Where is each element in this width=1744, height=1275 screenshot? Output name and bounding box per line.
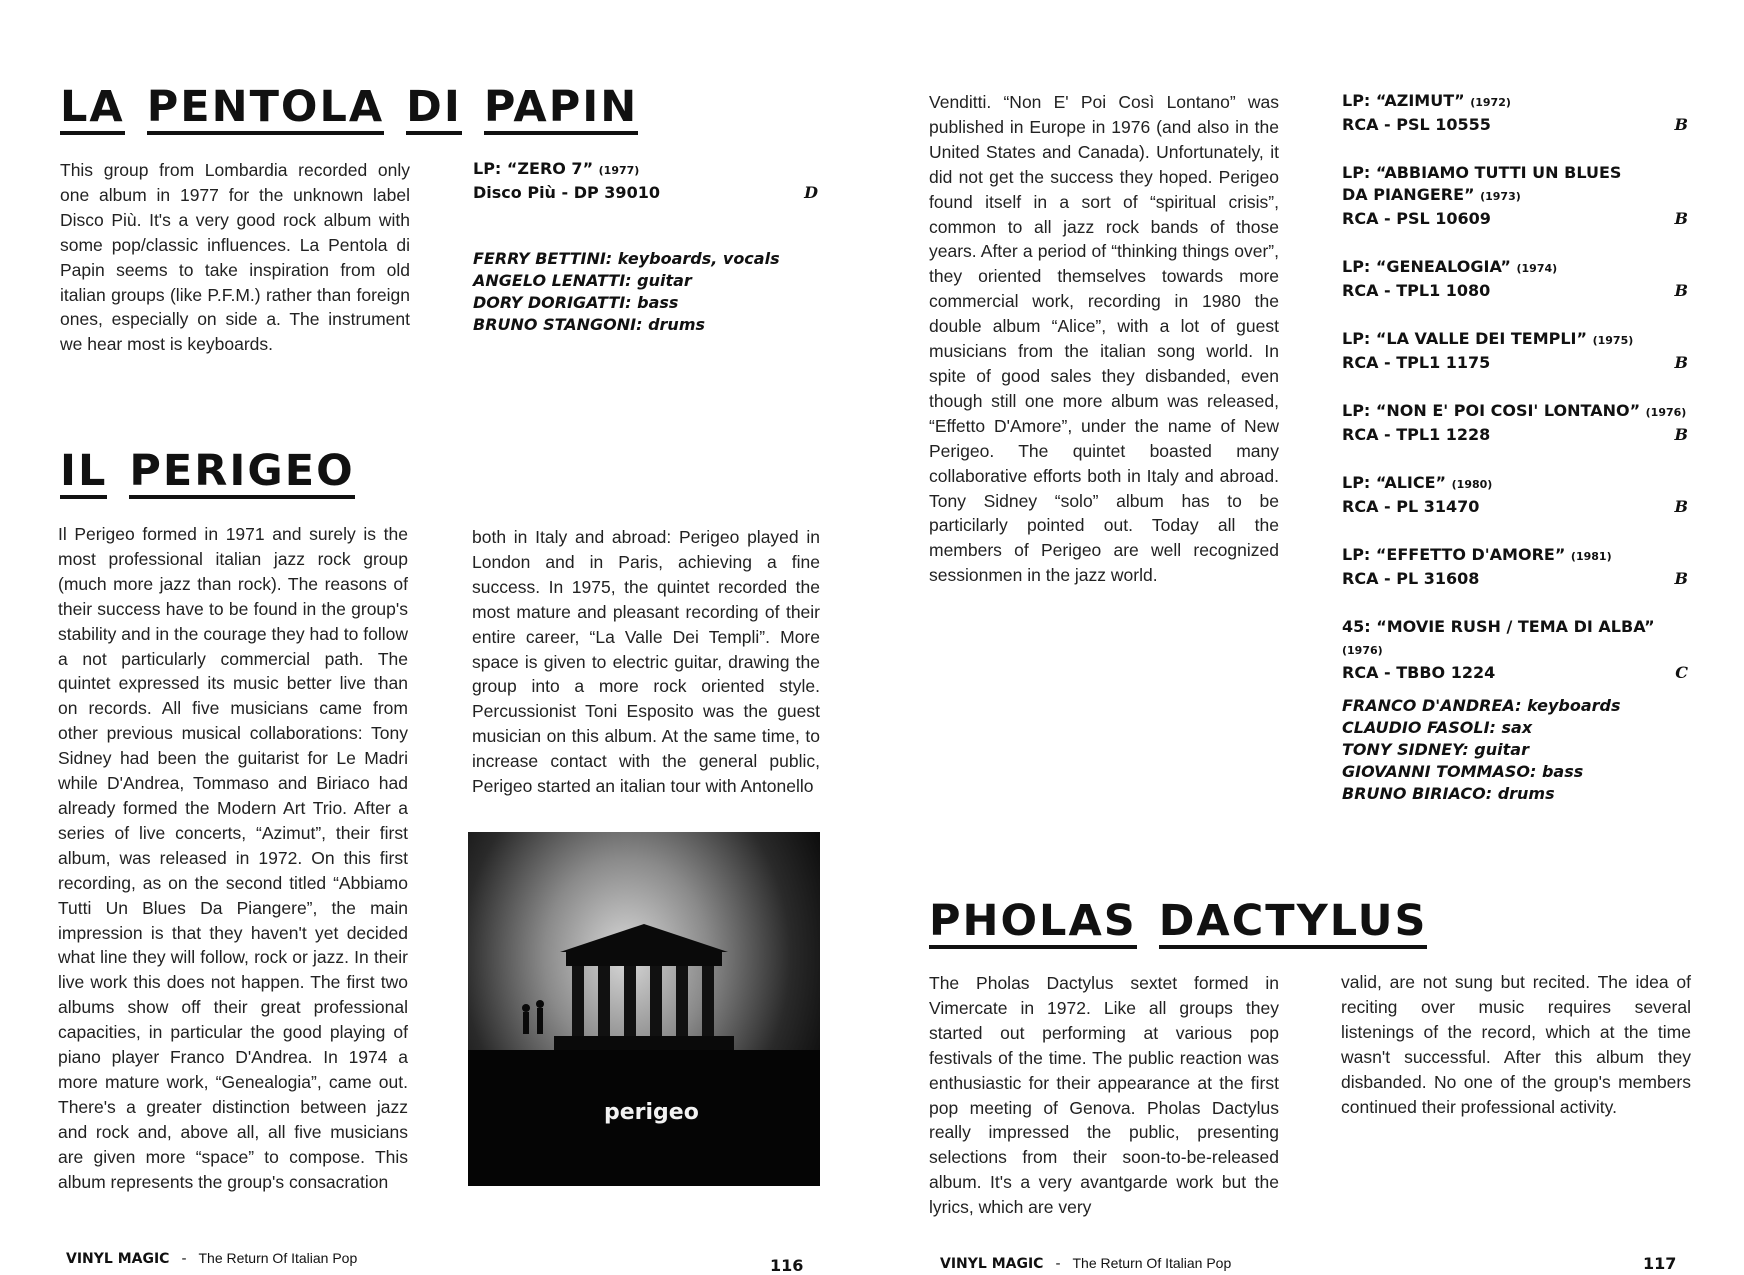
page-number: 116 [770, 1256, 804, 1275]
magazine-subtitle: The Return Of Italian Pop [198, 1250, 358, 1266]
perigeo-album-cover [468, 832, 820, 1186]
disc-year: (1975) [1592, 334, 1634, 347]
disc-entry [1342, 544, 1688, 590]
pholas-body-col1: The Pholas Dactylus sextet formed in Vimercate in 1972. Like all groups they started out performing at various pop festivals of the time. The public reaction was enthusiastic for their appearance at the first pop meeting of Genova. Pholas Dactylus really impressed the public, presenting selections from their soon-to-be-released album. It's a very avantgarde work but the lyrics, which are very [929, 973, 1279, 1218]
member-line: ANGELO LENATTI: guitar [473, 271, 692, 290]
disc-catalog: RCA - TPL1 1228 [1342, 425, 1491, 444]
disc-title: LP: “AZIMUT” [1342, 91, 1465, 110]
pentola-body: This group from Lombardia recorded only one album in 1977 for the unknown label Disco Più. It's a very good rock album with some pop/classic influences. La Pentola di Papin seems to take inspiration from old italian groups (like P.F.M.) rather than foreign ones, especially on side a. The instrument we hear most is keyboards. [60, 160, 410, 355]
disc-title: LP: “ALICE” [1342, 473, 1447, 492]
title-word: PAPIN [484, 86, 638, 135]
disc-entry [1342, 256, 1688, 302]
title-word: DACTYLUS [1159, 900, 1428, 949]
perigeo-body-col1: Il Perigeo formed in 1971 and surely is the most professional italian jazz rock group (much more jazz than rock). The reasons of their success have to be found in the group's stability and in the courage they had to follow a not particularly commercial path. The quintet expressed its music better live than on records. All five musicians came from other previous musical collaborations: Tony Sidney had been the guitarist for Le Madri while D'Andrea, Tommaso and Biriaco had already formed the Modern Art Trio. After a series of live concerts, “Azimut”, their first album, was released in 1972. On this first recording, as on the second titled “Abbiamo Tutti Un Blues Da Piangere”, the main impression is that they haven't yet decided what line they will follow, rock or jazz. In their live work this does not happen. The first two albums show off their great professional capacities, in particular the good playing of piano player Franco D'Andrea. In 1974 a more mature work, “Genealogia”, came out. There's a greater distinction between jazz and rock and, above all, all five musicians are given more “space” to compose. This album represents the group's consacration [58, 524, 408, 1192]
footer-left [66, 1250, 357, 1267]
disc-catalog: RCA - PSL 10609 [1342, 209, 1491, 228]
temple-icon [468, 832, 820, 1186]
member-line: CLAUDIO FASOLI: sax [1342, 718, 1533, 737]
disc-rating: B [1674, 497, 1688, 516]
footer-separator: - [181, 1251, 187, 1267]
disc-title: 45: “MOVIE RUSH / TEMA DI ALBA” [1342, 617, 1655, 636]
member-line: FRANCO D'ANDREA: keyboards [1342, 696, 1621, 715]
footer-separator: - [1055, 1256, 1061, 1272]
title-word: PERIGEO [129, 450, 354, 499]
disc-rating: D [804, 183, 818, 202]
disc-title: LP: “ZERO 7” [473, 159, 594, 178]
disc-year: (1977) [598, 164, 640, 177]
title-word: IL [60, 450, 107, 499]
disc-title: LP: “GENEALOGIA” [1342, 257, 1511, 276]
disc-catalog: RCA - TPL1 1080 [1342, 281, 1491, 300]
disc-rating: B [1674, 353, 1688, 372]
disc-entry [473, 158, 818, 204]
footer-right [940, 1255, 1231, 1272]
disc-catalog: Disco Più - DP 39010 [473, 183, 660, 202]
disc-year: (1973) [1480, 190, 1521, 203]
perigeo-discography [1342, 90, 1688, 710]
title-word: PHOLAS [929, 900, 1137, 949]
band-title-pholas [929, 896, 1449, 949]
disc-entry [1342, 328, 1688, 374]
disc-entry [1342, 472, 1688, 518]
pentola-discography [473, 158, 818, 230]
disc-rating: B [1674, 115, 1688, 134]
disc-year: (1974) [1516, 262, 1558, 275]
disc-rating: B [1674, 281, 1688, 300]
disc-rating: B [1674, 209, 1688, 228]
perigeo-body-col2: both in Italy and abroad: Perigeo played in London and in Paris, achieving a fine success. In 1975, the quintet recorded the most mature and pleasant recording of their entire career, “La Valle Dei Templi”. More space is given to electric guitar, drawing the group into a more rock oriented style. Percussionist Toni Esposito was the guest musician on this album. At the same time, to increase contact with the general public, Perigeo started an italian tour with Antonello [472, 527, 820, 797]
pholas-body-col2: valid, are not sung but recited. The idea of reciting over music requires several listenings of the record, which at the time wasn't successful. After this album they disbanded. No one of the group's members continued their professional activity. [1341, 972, 1691, 1117]
disc-title: LP: “LA VALLE DEI TEMPLI” [1342, 329, 1588, 348]
magazine-subtitle: The Return Of Italian Pop [1072, 1255, 1232, 1271]
disc-year: (1981) [1570, 550, 1612, 563]
title-word: PENTOLA [147, 86, 384, 135]
disc-rating: C [1675, 663, 1688, 682]
member-line: DORY DORIGATTI: bass [473, 293, 679, 312]
band-title-pentola [60, 82, 660, 135]
cover-label: perigeo [604, 1100, 699, 1125]
disc-year: (1972) [1470, 96, 1511, 109]
disc-rating: B [1674, 425, 1688, 444]
pentola-members [473, 248, 818, 336]
perigeo-body-col3: Venditti. “Non E' Poi Così Lontano” was published in Europe in 1976 (and also in the United States and Canada). Unfortunately, it did not get the success they hoped. Perigeo found itself in a sort of “spiritual crisis”, common to all jazz rock bands of those years. After a period of “thinking things over”, they oriented themselves towards more commercial work, recording in 1980 the double album “Alice”, with a lot of guest musicians from the italian song world. In spite of good sales they disbanded, even though still one more album was released, “Effetto D'Amore”, under the name of New Perigeo. The quintet boasted many collaborative efforts both in Italy and abroad. Tony Sidney “solo” album has to be particilarly pointed out. Today all the members of Perigeo are well recognized sessionmen in the jazz world. [929, 92, 1279, 586]
disc-rating: B [1674, 569, 1688, 588]
member-line: TONY SIDNEY: guitar [1342, 740, 1529, 759]
disc-catalog: RCA - TBBO 1224 [1342, 663, 1496, 682]
magazine-name: VINYL MAGIC [66, 1251, 170, 1267]
member-line: BRUNO BIRIACO: drums [1342, 784, 1555, 803]
disc-catalog: RCA - PSL 10555 [1342, 115, 1491, 134]
title-word: LA [60, 86, 125, 135]
disc-title: LP: “EFFETTO D'AMORE” [1342, 545, 1566, 564]
disc-catalog: RCA - PL 31608 [1342, 569, 1480, 588]
disc-year: (1976) [1645, 406, 1687, 419]
title-word: DI [406, 86, 462, 135]
member-line: BRUNO STANGONI: drums [473, 315, 706, 334]
member-line: FERRY BETTINI: keyboards, vocals [473, 249, 780, 268]
perigeo-members [1342, 695, 1688, 805]
disc-year: (1980) [1451, 478, 1493, 491]
disc-title: LP: “ABBIAMO TUTTI UN BLUES DA PIANGERE” [1342, 163, 1622, 204]
disc-entry [1342, 162, 1688, 230]
member-line: GIOVANNI TOMMASO: bass [1342, 762, 1584, 781]
disc-entry [1342, 400, 1688, 446]
disc-catalog: RCA - TPL1 1175 [1342, 353, 1491, 372]
disc-title: LP: “NON E' POI COSI' LONTANO” [1342, 401, 1641, 420]
magazine-name: VINYL MAGIC [940, 1256, 1044, 1272]
disc-year: (1976) [1342, 644, 1383, 657]
disc-catalog: RCA - PL 31470 [1342, 497, 1480, 516]
disc-entry [1342, 90, 1688, 136]
band-title-perigeo [60, 446, 377, 499]
page-number: 117 [1643, 1254, 1677, 1273]
disc-entry [1342, 616, 1688, 684]
